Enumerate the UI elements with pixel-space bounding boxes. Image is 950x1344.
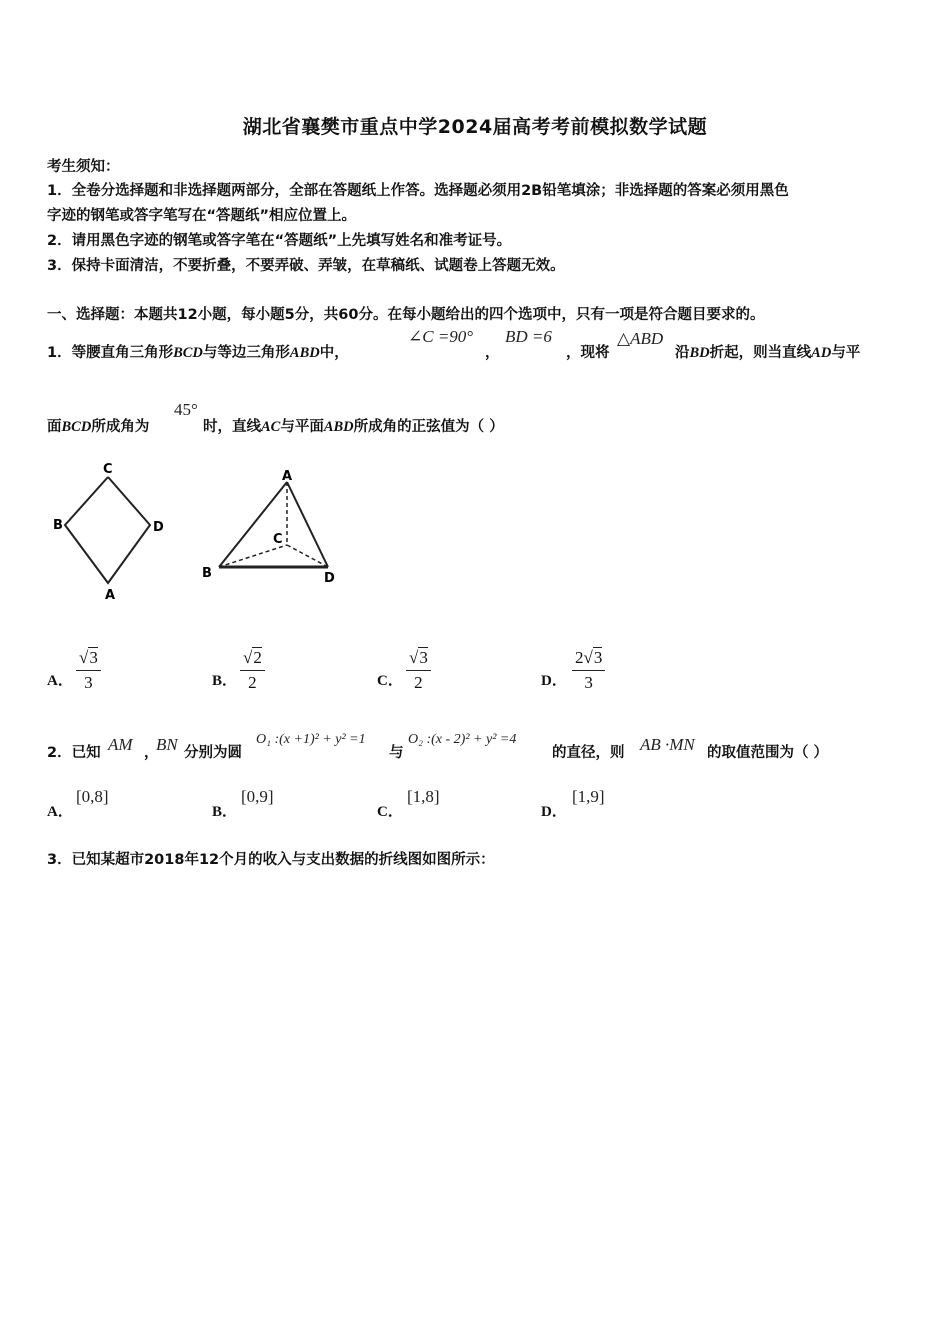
q1-ad: AD [811, 345, 832, 361]
q1-text-7: 与平 [831, 345, 861, 361]
q2-text-2: 分别为圆 [184, 745, 242, 761]
notice-item-1b: 字迹的钢笔或答字笔写在“答题纸”相应位置上。 [47, 208, 357, 224]
q1-line1 [47, 341, 349, 362]
q2-option-c-label: C． [377, 804, 403, 820]
q1-line2-start [47, 415, 149, 436]
q1-abd: ABD [289, 345, 320, 361]
fig2-label-a: A [282, 469, 293, 484]
fig1-label-b: B [53, 518, 63, 533]
fig1-label-c: C [103, 462, 113, 477]
notice-item-3: 3．保持卡面清洁，不要折叠，不要弄破、弄皱，在草稿纸、试题卷上答题无效。 [47, 258, 565, 274]
q1-text-5: 沿 [675, 345, 690, 361]
q1-comma: ， [485, 345, 500, 361]
q2-text-5: 的取值范围为（ ） [707, 745, 829, 761]
q1-angle-45: 45° [174, 400, 198, 419]
q1-l2-text-c: 时，直线 [203, 419, 261, 435]
notice-item-1a: 1．全卷分选择题和非选择题两部分，全部在答题纸上作答。选择题必须用2B铅笔填涂；非选择题的答案必须用黑色 [47, 183, 789, 199]
q1-l2-text-e: 所成角的正弦值为（ ） [353, 419, 504, 435]
q2-option-d-value: [1,9] [572, 787, 605, 806]
q1-text-1: 1．等腰直角三角形 [47, 345, 174, 361]
q2-sep: ， [144, 745, 159, 761]
q1-option-b-label: B． [212, 673, 238, 689]
q2-circle-1: O₁ :(x +1)² + y² =1 [256, 732, 366, 747]
q1-option-c-label: C． [377, 673, 403, 689]
q1-bcd: BCD [173, 345, 203, 361]
notice-item-2: 2．请用黑色字迹的钢笔或答字笔在“答题纸”上先填写姓名和准考证号。 [47, 233, 512, 249]
q2-option-a-label: A． [47, 804, 73, 820]
q2-option-d-label: D． [541, 804, 567, 820]
q2-dot-product: AB ·MN [640, 735, 695, 754]
figure-pyramid [195, 465, 345, 590]
q3-text: 3．已知某超市2018年12个月的收入与支出数据的折线图如图所示： [47, 852, 495, 868]
notice-heading: 考生须知： [47, 159, 120, 175]
q1-text-2: 与等边三角形 [202, 345, 290, 361]
q1-bd: BD [689, 345, 710, 361]
q1-l2-bcd: BCD [61, 419, 92, 435]
q2-option-b-value: [0,9] [241, 787, 274, 806]
fig1-label-a: A [105, 588, 116, 603]
q1-option-c-value: $\frac{√3}{2}$ [406, 648, 431, 693]
q1-angle-c: ∠C =90° [408, 327, 474, 346]
page-title: 湖北省襄樊市重点中学2024届高考考前模拟数学试题 [242, 116, 708, 138]
q2-option-a-value: [0,8] [76, 787, 109, 806]
section-heading: 一、选择题：本题共12小题，每小题5分，共60分。在每小题给出的四个选项中，只有一项是符合题目要求的。 [47, 307, 765, 323]
q1-l2-text-b: 所成角为 [91, 419, 150, 435]
q2-option-c-value: [1,8] [407, 787, 440, 806]
q1-option-d-value: $\frac{2√3}{3}$ [572, 648, 605, 693]
q2-am: AM [108, 735, 133, 754]
q1-option-a-value: $\frac{√3}{3}$ [76, 648, 101, 693]
q1-option-a-label: A． [47, 673, 73, 689]
q1-l2-abd: ABD [323, 419, 354, 435]
q1-l2-text-d: 与平面 [280, 419, 324, 435]
q1-text-3: 中， [319, 345, 349, 361]
q1-line1-end [675, 341, 860, 362]
fig1-label-d: D [153, 520, 164, 535]
fig2-label-d: D [324, 571, 335, 586]
q1-option-b-value: $\frac{√2}{2}$ [240, 648, 265, 693]
q2-text-1: 2．已知 [47, 745, 101, 761]
q1-l2-text-a: 面 [47, 419, 62, 435]
q2-option-b-label: B． [212, 804, 238, 820]
q1-line2-end [203, 415, 504, 436]
q2-text-4: 的直径，则 [552, 745, 625, 761]
q1-ac: AC [261, 419, 281, 435]
fig2-label-b: B [202, 566, 212, 581]
q1-triangle-abd: △ABD [617, 329, 664, 348]
q2-text-3: 与 [389, 745, 404, 761]
q2-bn: BN [156, 735, 178, 754]
q1-text-4: ，现将 [566, 345, 610, 361]
figure-square [45, 455, 175, 605]
q2-circle-2: O₂ :(x - 2)² + y² =4 [408, 732, 517, 747]
q1-bd-length: BD =6 [505, 327, 552, 346]
q1-option-d-label: D． [541, 673, 567, 689]
q1-text-6: 折起，则当直线 [709, 345, 812, 361]
fig2-label-c: C [273, 532, 283, 547]
